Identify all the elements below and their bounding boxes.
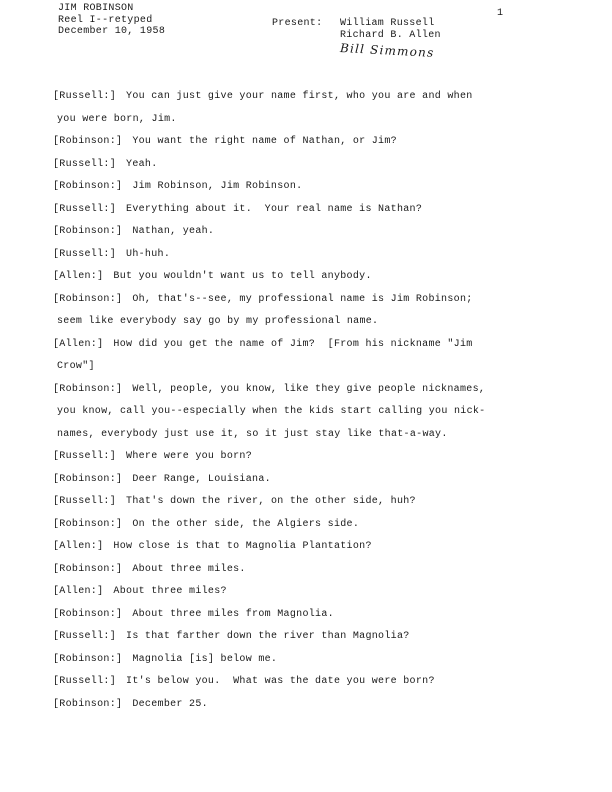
speaker-label: [Robinson:] — [53, 226, 123, 237]
transcript-line — [53, 199, 553, 222]
speaker-label: [Robinson:] — [53, 518, 123, 530]
speaker-label: [Russell:] — [53, 676, 117, 687]
transcript-line — [53, 154, 553, 177]
utterance-text: you know, call you--especially when the kids start calling you nick- — [57, 406, 486, 417]
utterance-text: Everything about it. Your real name is Nathan? — [126, 203, 423, 215]
utterance-text: Where were you born? — [126, 451, 253, 462]
speaker-label: [Allen:] — [53, 586, 104, 597]
utterance-text: Jim Robinson, Jim Robinson. — [132, 181, 303, 192]
transcript-line — [53, 289, 553, 312]
speaker-label: [Allen:] — [53, 338, 104, 350]
transcript-line — [53, 491, 553, 514]
transcript-line — [53, 356, 553, 379]
speaker-label: [Robinson:] — [53, 473, 123, 485]
transcript-line — [53, 649, 553, 672]
transcript-line — [53, 334, 553, 357]
transcript-line — [53, 244, 553, 267]
present-name-handwritten: Bill Simmons — [339, 41, 435, 60]
speaker-label: [Robinson:] — [53, 698, 123, 710]
transcript-line — [53, 604, 553, 627]
transcript-line — [53, 311, 553, 334]
utterance-text: You can just give your name first, who you are and when — [126, 91, 473, 102]
utterance-text: Yeah. — [126, 158, 158, 170]
transcript-line — [53, 221, 553, 244]
speaker-label: [Russell:] — [53, 496, 117, 507]
utterance-text: Uh-huh. — [126, 248, 171, 260]
speaker-label: [Russell:] — [53, 451, 117, 462]
transcript-line — [53, 86, 553, 109]
speaker-label: [Russell:] — [53, 91, 117, 102]
transcript-line — [53, 514, 553, 537]
present-list — [339, 18, 441, 60]
reel-label: Reel I--retyped — [58, 14, 153, 26]
speaker-label: [Russell:] — [53, 203, 117, 215]
utterance-text: Oh, that's--see, my professional name is Jim Robinson; — [132, 293, 473, 305]
transcript-line — [53, 536, 553, 559]
speaker-label: [Robinson:] — [53, 181, 123, 192]
transcript — [53, 86, 553, 716]
transcript-line — [53, 446, 553, 469]
utterance-text: You want the right name of Nathan, or Jim? — [132, 136, 397, 147]
transcript-line — [53, 671, 553, 694]
utterance-text: Well, people, you know, like they give people nicknames, — [132, 383, 486, 395]
utterance-text: seem like everybody say go by my professional name. — [57, 316, 379, 327]
speaker-label: [Russell:] — [53, 631, 117, 642]
present-label: Present: — [272, 18, 323, 29]
transcript-line — [53, 469, 553, 492]
speaker-label: [Robinson:] — [53, 653, 123, 665]
utterance-text: Crow"] — [57, 361, 95, 372]
speaker-label: [Robinson:] — [53, 293, 123, 305]
utterance-text: On the other side, the Algiers side. — [132, 518, 360, 530]
interview-subject: JIM ROBINSON — [58, 3, 134, 14]
speaker-label: [Robinson:] — [53, 608, 123, 620]
utterance-text: Deer Range, Louisiana. — [132, 473, 271, 485]
transcript-line — [53, 626, 553, 649]
interview-date: December 10, 1958 — [58, 26, 166, 37]
utterance-text: Nathan, yeah. — [132, 226, 215, 237]
speaker-label: [Allen:] — [53, 541, 104, 552]
speaker-label: [Robinson:] — [53, 136, 123, 147]
document-header — [58, 3, 165, 38]
present-name: William Russell — [340, 18, 435, 29]
utterance-text: Is that farther down the river than Magnolia? — [126, 631, 410, 642]
utterance-text: names, everybody just use it, so it just stay like that-a-way. — [57, 428, 448, 440]
utterance-text: But you wouldn't want us to tell anybody. — [113, 271, 372, 282]
utterance-text: December 25. — [132, 698, 208, 710]
transcript-line — [53, 266, 553, 289]
utterance-text: It's below you. What was the date you were born? — [126, 676, 435, 687]
transcript-line — [53, 424, 553, 447]
transcript-line — [53, 581, 553, 604]
speaker-label: [Russell:] — [53, 158, 117, 170]
transcript-line — [53, 379, 553, 402]
speaker-label: [Russell:] — [53, 248, 117, 260]
utterance-text: How close is that to Magnolia Plantation? — [113, 541, 372, 552]
utterance-text: About three miles from Magnolia. — [132, 608, 334, 620]
utterance-text: How did you get the name of Jim? [From his nickname "Jim — [113, 338, 473, 350]
transcript-line — [53, 559, 553, 582]
transcript-line — [53, 176, 553, 199]
speaker-label: [Robinson:] — [53, 563, 123, 575]
utterance-text: Magnolia [is] below me. — [132, 653, 278, 665]
transcript-line — [53, 109, 553, 132]
present-name: Richard B. Allen — [340, 29, 441, 41]
page-number: 1 — [497, 8, 504, 19]
transcript-line — [53, 131, 553, 154]
utterance-text: you were born, Jim. — [57, 113, 177, 125]
speaker-label: [Allen:] — [53, 271, 104, 282]
speaker-label: [Robinson:] — [53, 383, 123, 395]
transcript-line — [53, 694, 553, 717]
utterance-text: About three miles? — [113, 586, 227, 597]
utterance-text: About three miles. — [132, 563, 246, 575]
transcript-line — [53, 401, 553, 424]
utterance-text: That's down the river, on the other side, huh? — [126, 496, 416, 507]
